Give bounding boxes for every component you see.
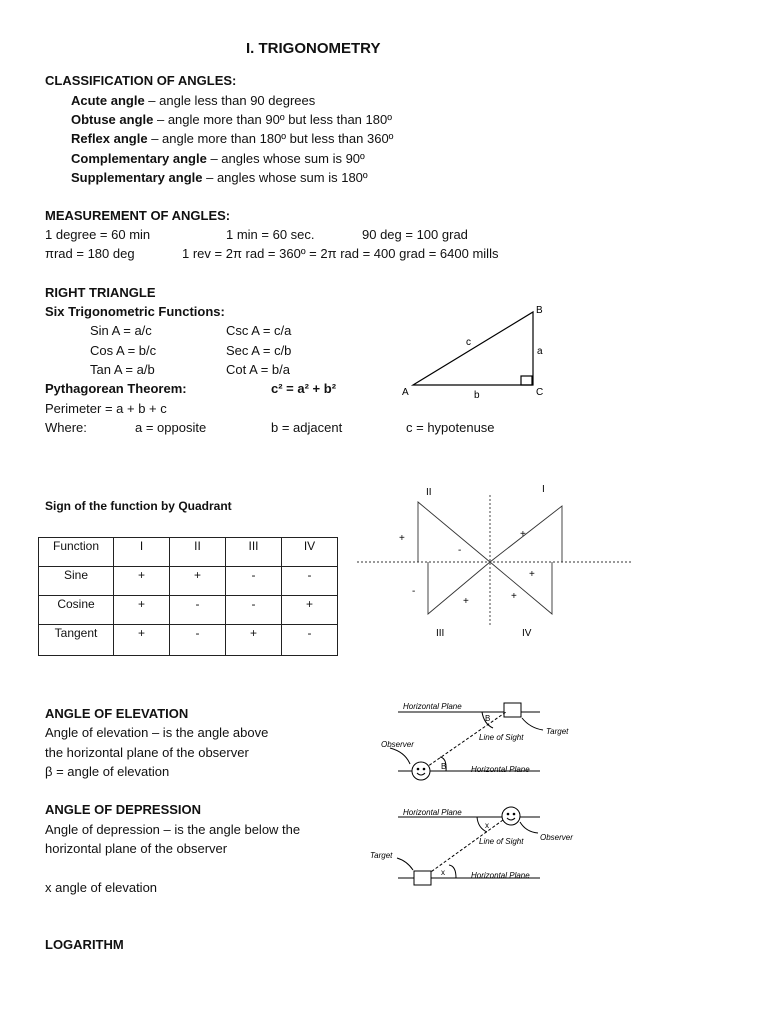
quadrant-i-triangle [490, 506, 562, 562]
desc: – angles whose sum is 90º [206, 151, 365, 166]
where-label: Where: [45, 420, 87, 435]
table-cell: - [170, 625, 226, 656]
quadrant-label-ii: II [426, 487, 432, 498]
side-label-a: a [537, 346, 543, 357]
measurement-item: 1 min = 60 sec. [226, 227, 315, 242]
line-of-sight-label: Line of Sight [479, 733, 524, 742]
line-of-sight-label: Line of Sight [479, 837, 524, 846]
sign-label: + [463, 596, 469, 607]
depression-text: Angle of depression – is the angle below the [45, 822, 301, 837]
term: Reflex angle [71, 131, 148, 146]
angle-label: B [441, 762, 447, 771]
vertex-label-b: B [536, 305, 543, 316]
function-formula: Sin A = a/c [90, 323, 152, 338]
observer-eye-icon [423, 768, 425, 770]
table-cell: + [114, 625, 170, 656]
term: Complementary angle [71, 151, 207, 166]
sign-label: + [511, 591, 517, 602]
depression-text: x angle of elevation [45, 880, 158, 895]
where-item: a = opposite [135, 420, 207, 435]
elevation-text: Angle of elevation – is the angle above [45, 725, 269, 740]
quadrant-labels [399, 484, 545, 639]
sign-label: + [529, 569, 535, 580]
table-cell: - [282, 567, 338, 596]
table-cell: - [282, 625, 338, 656]
observer-label: Observer [540, 833, 573, 842]
quadrant-label-iii: III [436, 628, 445, 639]
right-angle-marker [521, 376, 532, 385]
vertex-label-c: C [536, 387, 544, 398]
observer-eye-icon [513, 813, 515, 815]
measurement-heading: MEASUREMENT OF ANGLES: [45, 208, 231, 223]
term: Acute angle [71, 93, 145, 108]
elevation-heading: ANGLE OF ELEVATION [45, 706, 189, 721]
vertex-label-a: A [402, 387, 409, 398]
table-header-cell: I [114, 538, 170, 567]
table-cell: + [114, 567, 170, 596]
observer-label: Observer [381, 740, 414, 749]
side-label-b: b [474, 390, 480, 401]
quadrant-iv-triangle [490, 562, 552, 614]
pointer-line [522, 718, 543, 730]
desc: – angle more than 90º but less than 180º [153, 112, 392, 127]
target-label: Target [370, 851, 393, 860]
observer-face-icon [412, 762, 430, 780]
observer-face-icon [502, 807, 520, 825]
table-cell: - [170, 596, 226, 625]
quadrant-diagram [357, 495, 632, 625]
six-functions-heading: Six Trigonometric Functions: [45, 304, 225, 319]
term: Obtuse angle [71, 112, 154, 127]
sign-label: - [458, 545, 462, 556]
pointer-line [390, 748, 410, 764]
term: Supplementary angle [71, 170, 203, 185]
function-formula: Sec A = c/b [226, 343, 292, 358]
pointer-line [520, 822, 538, 833]
measurement-item: πrad = 180 deg [45, 246, 135, 261]
horizontal-plane-label: Horizontal Plane [403, 702, 462, 711]
depression-labels [370, 808, 573, 880]
sign-label: + [399, 533, 405, 544]
page-title: I. TRIGONOMETRY [246, 40, 381, 57]
line-of-sight [428, 820, 503, 874]
target-label: Target [546, 727, 569, 736]
angle-label: x [485, 821, 489, 830]
table-header-cell: II [170, 538, 226, 567]
sign-label: - [412, 586, 416, 597]
quadrant-ii-triangle [418, 502, 490, 562]
elevation-text: β = angle of elevation [45, 764, 170, 779]
horizontal-plane-label: Horizontal Plane [471, 765, 530, 774]
table-cell: + [170, 567, 226, 596]
desc: – angle less than 90 degrees [144, 93, 316, 108]
table-cell: + [282, 596, 338, 625]
triangle-shape [413, 312, 533, 385]
table-cell: Tangent [39, 625, 114, 656]
triangle-labels [402, 305, 543, 401]
right-triangle-diagram [413, 312, 533, 385]
pythagorean-formula: c² = a² + b² [271, 381, 337, 396]
table-header-cell: IV [282, 538, 338, 567]
angle-label: B [485, 714, 491, 723]
table-cell: - [226, 596, 282, 625]
observer-eye-icon [507, 813, 509, 815]
angle-label: x [441, 868, 445, 877]
measurement-item: 1 degree = 60 min [45, 227, 151, 242]
function-formula: Cot A = b/a [226, 362, 290, 377]
table-cell: Sine [39, 567, 114, 596]
classification-heading: CLASSIFICATION OF ANGLES: [45, 73, 237, 88]
measurement-item: 90 deg = 100 grad [362, 227, 468, 242]
target-box [504, 703, 521, 717]
desc: – angles whose sum is 180º [202, 170, 368, 185]
quadrant-heading: Sign of the function by Quadrant [45, 499, 232, 513]
table-cell: + [114, 596, 170, 625]
logarithm-heading: LOGARITHM [45, 937, 124, 952]
right-triangle-heading: RIGHT TRIANGLE [45, 285, 156, 300]
table-header-cell: III [226, 538, 282, 567]
quadrant-iii-triangle [428, 562, 490, 614]
horizontal-plane-label: Horizontal Plane [403, 808, 462, 817]
depression-heading: ANGLE OF DEPRESSION [45, 802, 202, 817]
table-cell: - [226, 567, 282, 596]
table-cell: + [226, 625, 282, 656]
side-label-c: c [466, 337, 471, 348]
pythagorean-label: Pythagorean Theorem: [45, 381, 187, 396]
depression-text: horizontal plane of the observer [45, 841, 228, 856]
measurement-item: 1 rev = 2π rad = 360º = 2π rad = 400 grad = 6400 mills [182, 246, 499, 261]
quadrant-label-i: I [542, 484, 545, 495]
desc: – angle more than 180º but less than 360º [147, 131, 394, 146]
where-item: b = adjacent [271, 420, 343, 435]
function-formula: Csc A = c/a [226, 323, 292, 338]
table-header-cell: Function [39, 538, 114, 567]
function-formula: Tan A = a/b [90, 362, 155, 377]
sign-label: + [520, 529, 526, 540]
table-cell: Cosine [39, 596, 114, 625]
target-box [414, 871, 431, 885]
function-formula: Cos A = b/c [90, 343, 157, 358]
where-item: c = hypotenuse [406, 420, 495, 435]
observer-eye-icon [417, 768, 419, 770]
pointer-line [397, 858, 413, 870]
perimeter-formula: Perimeter = a + b + c [45, 401, 167, 416]
angle-arc [449, 865, 456, 878]
horizontal-plane-label: Horizontal Plane [471, 871, 530, 880]
elevation-text: the horizontal plane of the observer [45, 745, 249, 760]
quadrant-label-iv: IV [522, 628, 532, 639]
